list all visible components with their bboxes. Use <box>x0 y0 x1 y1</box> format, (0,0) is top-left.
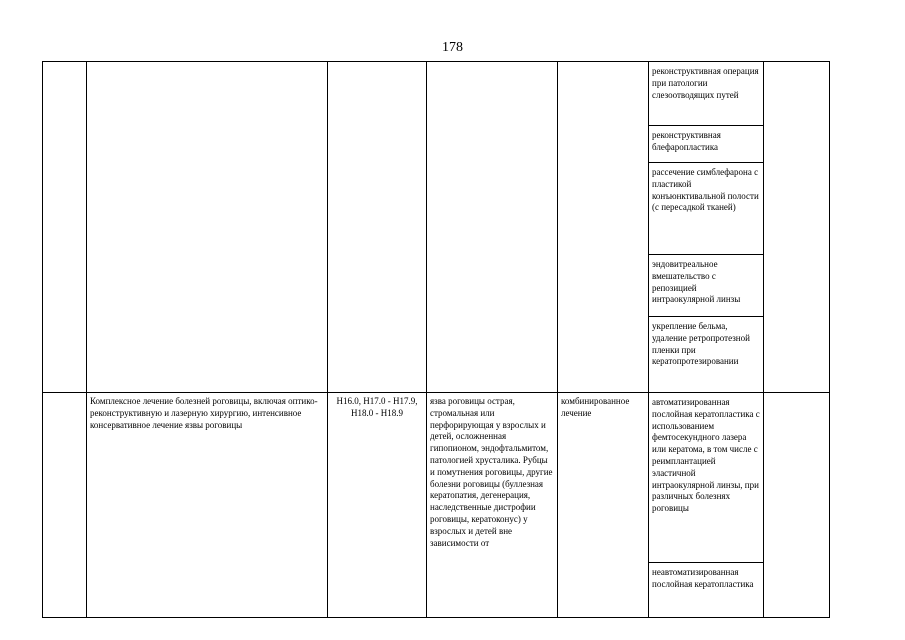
cell-codes <box>328 62 427 393</box>
cell-name <box>87 62 328 393</box>
cell-procedure: рассечение симблефарона с пластикой конъюнктивальной полости (с пересадкой тканей) <box>649 163 764 255</box>
cell-name: Комплексное лечение болезней роговицы, включая оптико-реконструктивную и лазерную хирургию, интенсивное консервативное лечение язвы роговицы <box>87 393 328 618</box>
cell-index <box>43 393 87 618</box>
cell-treatment: комбинированное лечение <box>558 393 649 618</box>
cell-codes: H16.0, H17.0 - H17.9, H18.0 - H18.9 <box>328 393 427 618</box>
cell-cost <box>764 393 830 618</box>
cell-procedure: неавтоматизированная послойная кератопластика <box>649 563 764 618</box>
cell-procedure: реконструктивная блефаропластика <box>649 126 764 163</box>
cell-treatment <box>558 62 649 393</box>
cell-procedure: эндовитреальное вмешательство с репозицией интраокулярной линзы <box>649 255 764 317</box>
table-row <box>43 393 830 563</box>
cell-model: язва роговицы острая, стромальная или перфорирующая у взрослых и детей, осложненная гипопионом, эндофтальмитом, патологией хрусталика. Рубцы и помутнения роговицы, другие болезни роговицы (буллезная кератопатия, дегенерация, наследственные дистрофии роговицы, кератоконус) у взрослых и детей вне зависимости от <box>427 393 558 618</box>
cell-procedure: автоматизированная послойная кератопластика с использованием фемтосекундного лазера или кератома, в том числе с реимплантацией эластичной интраокулярной линзы, при различных болезнях роговицы <box>649 393 764 563</box>
cell-model <box>427 62 558 393</box>
cell-cost <box>764 62 830 393</box>
medical-care-table <box>42 61 830 618</box>
table-row <box>43 62 830 126</box>
cell-procedure: укрепление бельма, удаление ретропротезной пленки при кератопротезировании <box>649 317 764 393</box>
cell-procedure: реконструктивная операция при патологии слезоотводящих путей <box>649 62 764 126</box>
cell-index <box>43 62 87 393</box>
page-number: 178 <box>442 40 463 55</box>
